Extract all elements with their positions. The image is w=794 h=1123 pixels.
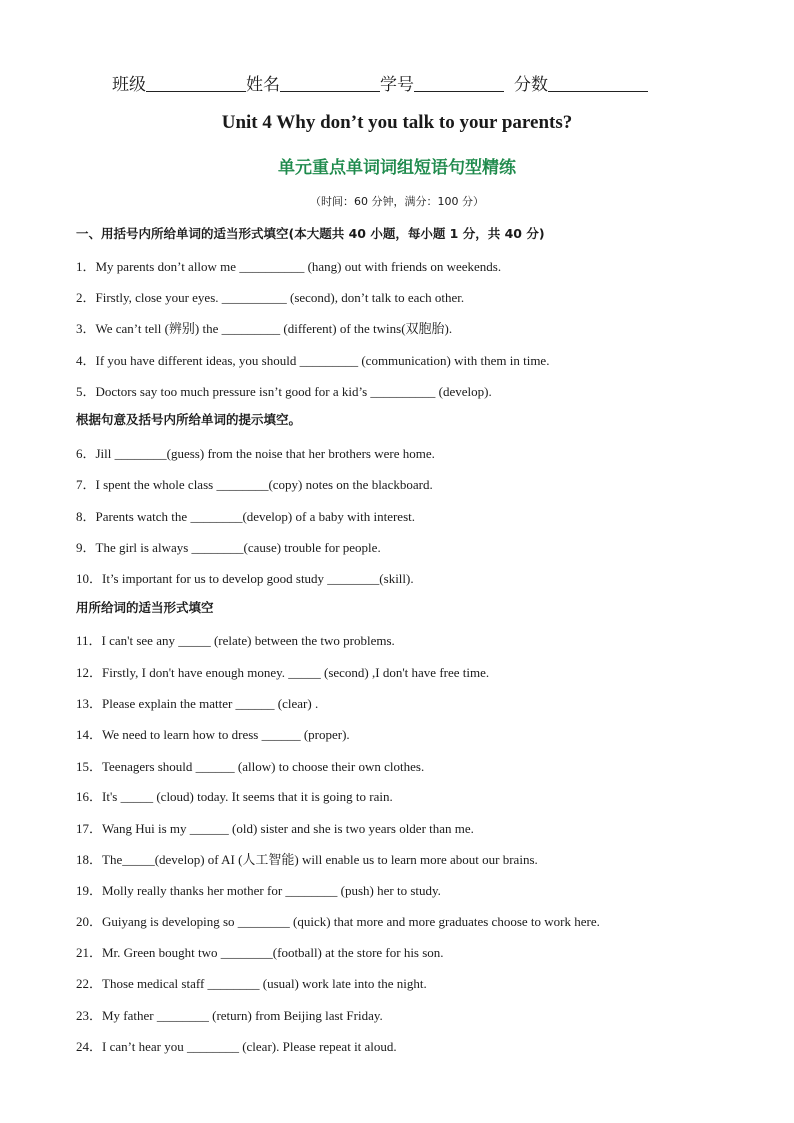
class-label: 班级 (112, 75, 146, 94)
question-4: 4．If you have different ideas, you should _________ (communication) with them in time. (76, 353, 550, 368)
question-20: 20．Guiyang is developing so ________ (quick) that more and more graduates choose to work here. (76, 914, 600, 929)
question-17: 17．Wang Hui is my ______ (old) sister and she is two years older than me. (76, 821, 474, 836)
section-heading-3: 用所给词的适当形式填空 (76, 600, 214, 615)
question-12: 12．Firstly, I don't have enough money. _____ (second) ,I don't have free time. (76, 665, 490, 680)
question-3: 3．We can’t tell (辨别) the _________ (different) of the twins(双胞胎). (76, 321, 453, 336)
time-info: （时间：60 分钟，满分：100 分） (310, 195, 484, 208)
name-label: 姓名 (246, 75, 280, 94)
question-24: 24．I can’t hear you ________ (clear). Please repeat it aloud. (76, 1039, 397, 1054)
question-7: 7．I spent the whole class ________(copy) notes on the blackboard. (76, 477, 433, 492)
student-info-line (112, 70, 692, 95)
question-6: 6．Jill ________(guess) from the noise that her brothers were home. (76, 446, 435, 461)
question-15: 15．Teenagers should ______ (allow) to choose their own clothes. (76, 759, 425, 774)
page-title: Unit 4 Why don’t you talk to your parents? (221, 112, 573, 133)
question-11: 11．I can't see any _____ (relate) between the two problems. (76, 633, 395, 648)
question-13: 13．Please explain the matter ______ (clear) . (76, 696, 319, 711)
question-1: 1．My parents don’t allow me __________ (hang) out with friends on weekends. (76, 259, 502, 274)
class-blank (146, 74, 246, 92)
question-2: 2．Firstly, close your eyes. __________ (second), don’t talk to each other. (76, 290, 465, 305)
question-21: 21．Mr. Green bought two ________(football) at the store for his son. (76, 945, 444, 960)
question-9: 9．The girl is always ________(cause) trouble for people. (76, 540, 381, 555)
score-blank (548, 74, 648, 92)
question-23: 23．My father ________ (return) from Beijing last Friday. (76, 1008, 383, 1023)
question-8: 8．Parents watch the ________(develop) of a baby with interest. (76, 509, 415, 524)
question-18: 18．The_____(develop) of AI (人工智能) will enable us to learn more about our brains. (76, 852, 538, 867)
question-16: 16．It's _____ (cloud) today. It seems that it is going to rain. (76, 789, 393, 804)
student-id-blank (414, 74, 504, 92)
question-19: 19．Molly really thanks her mother for ________ (push) her to study. (76, 883, 441, 898)
question-14: 14．We need to learn how to dress ______ (proper). (76, 727, 350, 742)
section-heading-2: 根据句意及括号内所给单词的提示填空。 (76, 412, 302, 427)
question-22: 22．Those medical staff ________ (usual) work late into the night. (76, 976, 427, 991)
page-subtitle: 单元重点单词词组短语句型精练 (278, 158, 516, 178)
section-heading-1: 一、用括号内所给单词的适当形式填空(本大题共 40 小题，每小题 1 分，共 40 分) (76, 226, 545, 241)
name-blank (280, 74, 380, 92)
question-10: 10．It’s important for us to develop good study ________(skill). (76, 571, 414, 586)
question-5: 5．Doctors say too much pressure isn’t good for a kid’s __________ (develop). (76, 384, 492, 399)
score-label: 分数 (514, 75, 548, 94)
student-id-label: 学号 (380, 75, 414, 94)
